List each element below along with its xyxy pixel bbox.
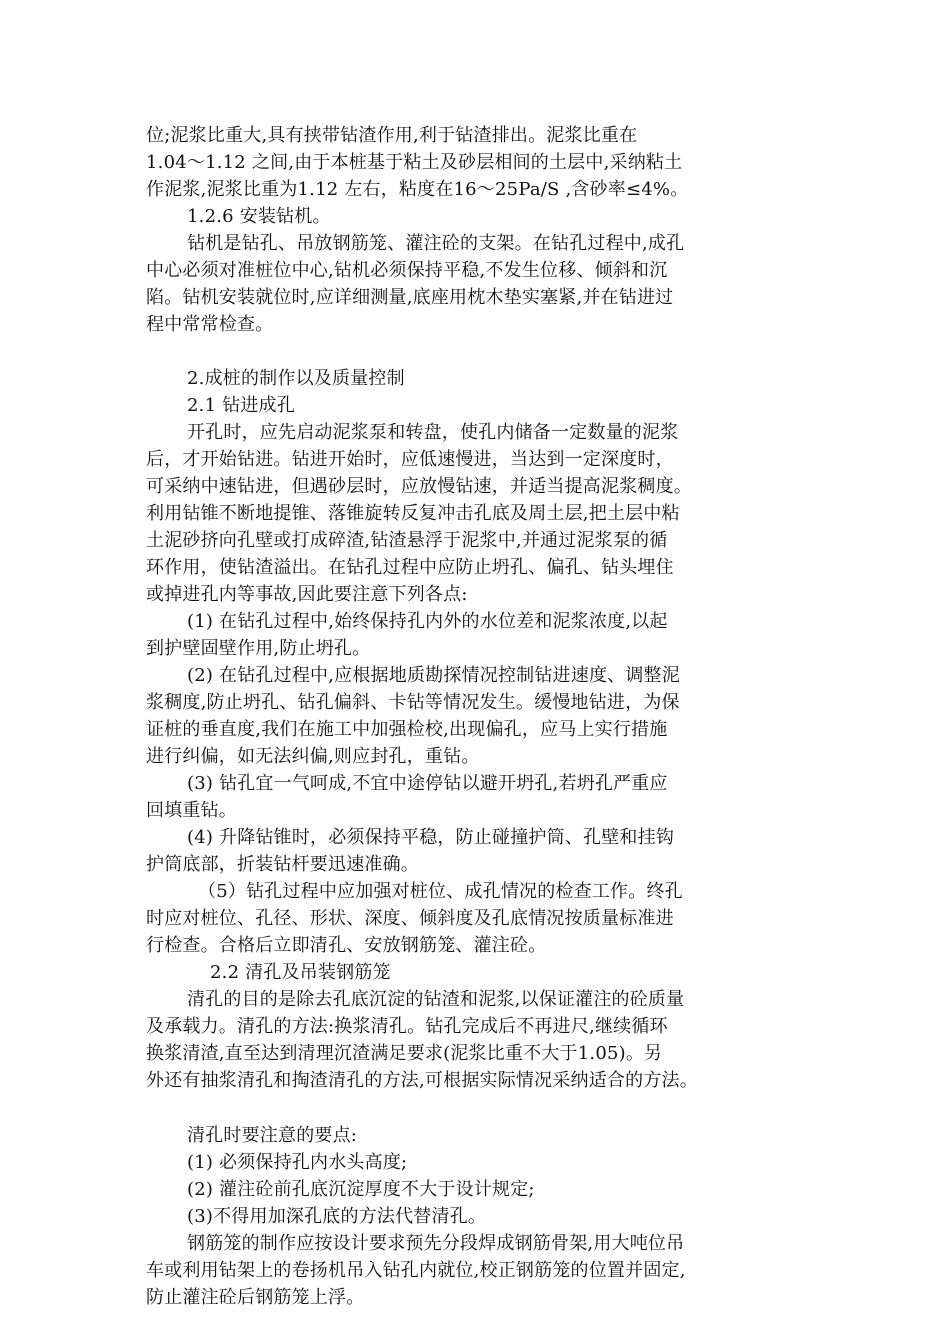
text-line: 回填重钻。	[146, 800, 237, 821]
list-item: （5）钻孔过程中应加强对桩位、成孔情况的检查工作。终孔	[198, 881, 683, 902]
list-item: (1) 在钻孔过程中,始终保持孔内外的水位差和泥浆浓度,以起	[187, 611, 668, 632]
text-line: 钢筋笼的制作应按设计要求预先分段焊成钢筋骨架,用大吨位吊	[187, 1233, 685, 1254]
text-line: 防止灌注砼后钢筋笼上浮。	[146, 1287, 365, 1308]
text-line: 利用钻锥不断地提锥、落锥旋转反复冲击孔底及周土层,把土层中粘	[146, 503, 680, 524]
text-line: 后，才开始钻进。钻进开始时，应低速慢进，当达到一定深度时，	[146, 449, 674, 470]
text-line: 或掉进孔内等事故,因此要注意下列各点:	[146, 584, 468, 605]
text-line: 到护壁固壁作用,防止坍孔。	[146, 638, 371, 659]
text-line: 及承载力。清孔的方法:换浆清孔。钻孔完成后不再进尺,继续循环	[146, 1016, 668, 1037]
text-line: 清孔时要注意的要点:	[187, 1125, 358, 1146]
text-line: 可采纳中速钻进，但遇砂层时，应放慢钻速，并适当提高泥浆稠度。	[146, 476, 692, 497]
text-line: 土泥砂挤向孔壁或打成碎渣,钻渣悬浮于泥浆中,并通过泥浆泵的循	[146, 530, 668, 551]
list-item: (4) 升降钻锥时，必须保持平稳，防止碰撞护筒、孔壁和挂钩	[187, 827, 675, 848]
text-line: 陷。钻机安装就位时,应详细测量,底座用枕木垫实塞紧,并在钻进过	[146, 287, 674, 308]
text-line: 钻机是钻孔、吊放钢筋笼、灌注砼的支架。在钻孔过程中,成孔	[187, 233, 685, 254]
text-line: 证桩的垂直度,我们在施工中加强检校,出现偏孔，应马上实行措施	[146, 719, 668, 740]
text-line: 开孔时，应先启动泥浆泵和转盘，使孔内储备一定数量的泥浆	[187, 422, 679, 443]
list-item: (2) 在钻孔过程中,应根据地质勘探情况控制钻进速度、调整泥	[187, 665, 680, 686]
text-line: 浆稠度,防止坍孔、钻孔偏斜、卡钻等情况发生。缓慢地钻进，为保	[146, 692, 680, 713]
text-line: 中心必须对准桩位中心,钻机必须保持平稳,不发生位移、倾斜和沉	[146, 260, 668, 281]
list-item: (3) 钻孔宜一气呵成,不宜中途停钻以避开坍孔,若坍孔严重应	[187, 773, 668, 794]
text-line: 进行纠偏，如无法纠偏,则应封孔，重钻。	[146, 746, 480, 767]
text-line: 位;泥浆比重大,具有挟带钻渣作用,利于钻渣排出。泥浆比重在	[146, 125, 638, 146]
text-line: 外还有抽浆清孔和掏渣清孔的方法,可根据实际情况采纳适合的方法。	[146, 1070, 698, 1091]
text-line: 时应对桩位、孔径、形状、深度、倾斜度及孔底情况按质量标准进	[146, 908, 674, 929]
text-line: 行检查。合格后立即清孔、安放钢筋笼、灌注砼。	[146, 935, 547, 956]
text-line: 1.04～1.12 之间,由于本桩基于粘土及砂层相间的土层中,采纳粘土	[146, 152, 683, 173]
text-line: 清孔的目的是除去孔底沉淀的钻渣和泥浆,以保证灌注的砼质量	[187, 989, 685, 1010]
list-item: (2) 灌注砼前孔底沉淀厚度不大于设计规定;	[187, 1179, 535, 1200]
section-heading: 1.2.6 安装钻机。	[187, 206, 331, 227]
list-item: (1) 必须保持孔内水头高度;	[187, 1152, 408, 1173]
text-line: 作泥浆,泥浆比重为1.12 左右，粘度在16～25Pa/S ,含砂率≤4%。	[146, 179, 689, 200]
text-line: 护筒底部，折装钻杆要迅速准确。	[146, 854, 419, 875]
text-line: 换浆清渣,直至达到清理沉渣满足要求(泥浆比重不大于1.05)。另	[146, 1043, 663, 1064]
text-line: 环作用，使钻渣溢出。在钻孔过程中应防止坍孔、偏孔、钻头埋住	[146, 557, 674, 578]
chapter-heading: 2.成桩的制作以及质量控制	[187, 368, 405, 389]
text-line: 车或利用钻架上的卷扬机吊入钻孔内就位,校正钢筋笼的位置并固定,	[146, 1260, 686, 1281]
section-heading: 2.2 清孔及吊装钢筋笼	[210, 962, 391, 983]
section-heading: 2.1 钻进成孔	[187, 395, 295, 416]
text-line: 程中常常检查。	[146, 314, 274, 335]
list-item: (3)不得用加深孔底的方法代替清孔。	[187, 1206, 487, 1227]
